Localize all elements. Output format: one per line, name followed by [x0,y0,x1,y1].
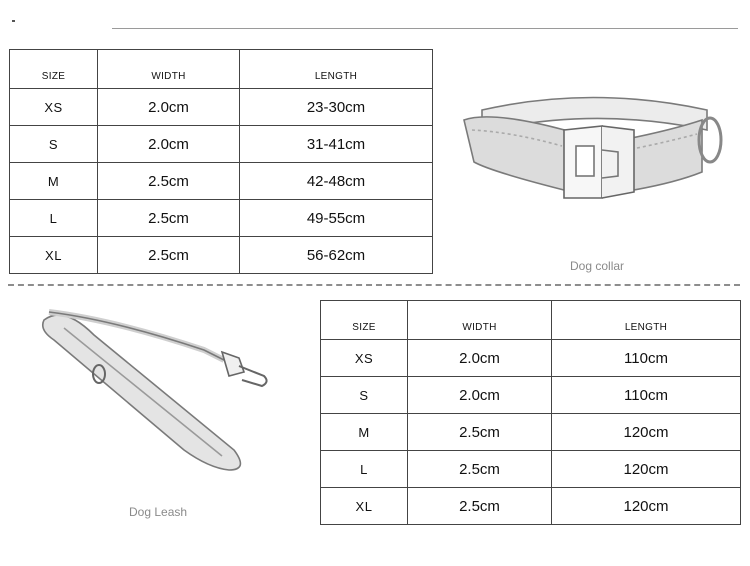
width-cell: 2.0cm [98,126,240,163]
corner-mark [12,20,15,22]
collar-size-table [9,49,433,274]
dog-leash-illustration [34,300,274,500]
width-cell: 2.5cm [408,414,552,451]
size-cell: XL [10,237,98,274]
header-length: LENGTH [552,301,741,340]
width-cell: 2.5cm [408,488,552,525]
leash-caption: Dog Leash [129,505,188,519]
width-cell: 2.5cm [98,200,240,237]
width-cell: 2.5cm [408,451,552,488]
size-cell: L [321,451,408,488]
table-row [321,377,741,414]
table-row [321,488,741,525]
leash-size-table [320,300,741,525]
table-row [10,163,433,200]
length-cell: 23-30cm [240,89,433,126]
size-cell: M [10,163,98,200]
header-length: LENGTH [240,50,433,89]
length-cell: 120cm [552,488,741,525]
size-cell: L [10,200,98,237]
width-cell: 2.0cm [98,89,240,126]
size-cell: XS [321,340,408,377]
size-cell: XS [10,89,98,126]
size-cell: XL [321,488,408,525]
top-divider [112,28,738,29]
table-row [10,89,433,126]
header-width: WIDTH [408,301,552,340]
size-cell: S [10,126,98,163]
section-divider [8,284,740,286]
width-cell: 2.5cm [98,237,240,274]
length-cell: 56-62cm [240,237,433,274]
length-cell: 120cm [552,414,741,451]
table-row [321,451,741,488]
size-cell: S [321,377,408,414]
table-row [10,126,433,163]
length-cell: 110cm [552,377,741,414]
width-cell: 2.5cm [98,163,240,200]
table-row [10,200,433,237]
dog-collar-illustration [452,80,732,250]
table-row [10,237,433,274]
table-row [321,414,741,451]
size-cell: M [321,414,408,451]
table-row [321,340,741,377]
header-width: WIDTH [98,50,240,89]
length-cell: 49-55cm [240,200,433,237]
length-cell: 120cm [552,451,741,488]
header-size: SIZE [321,301,408,340]
table-header-row [10,50,433,89]
length-cell: 110cm [552,340,741,377]
width-cell: 2.0cm [408,377,552,414]
header-size: SIZE [10,50,98,89]
length-cell: 42-48cm [240,163,433,200]
collar-caption: Dog collar [570,259,625,273]
width-cell: 2.0cm [408,340,552,377]
table-header-row [321,301,741,340]
length-cell: 31-41cm [240,126,433,163]
